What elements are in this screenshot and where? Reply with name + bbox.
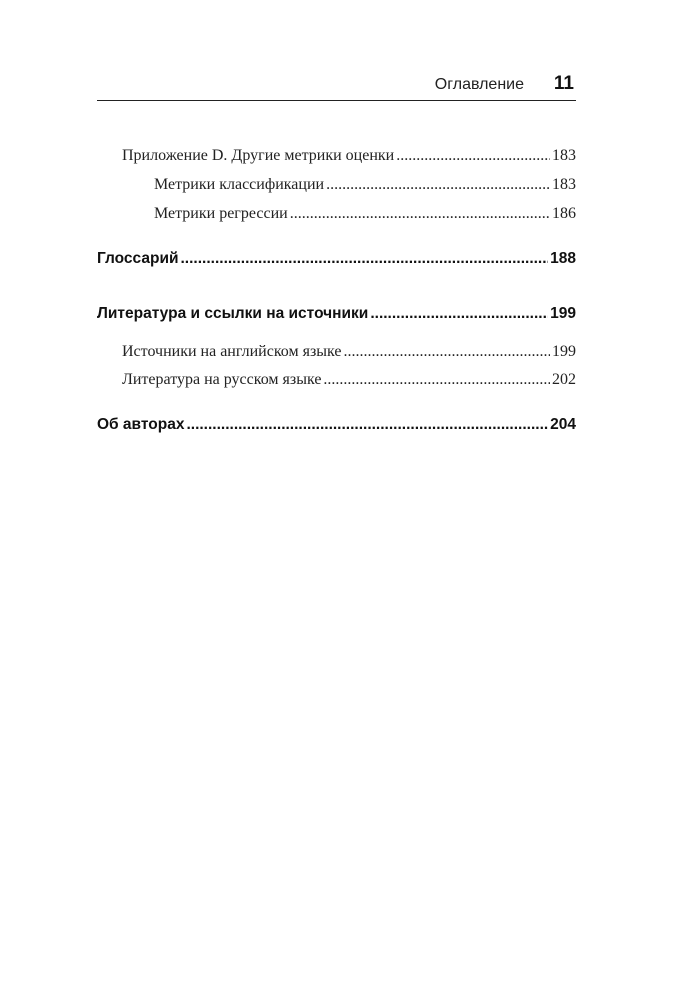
dot-leader bbox=[181, 250, 549, 268]
toc-entry-page: 183 bbox=[552, 176, 576, 193]
toc-entry-appendix-d[interactable] bbox=[122, 147, 576, 165]
toc-entry-page: 186 bbox=[552, 205, 576, 222]
header-page-number: 11 bbox=[553, 73, 574, 94]
header-title: Оглавление bbox=[434, 76, 524, 93]
toc-entry-label: Об авторах bbox=[97, 416, 185, 433]
toc-entry-label: Приложение D. Другие метрики оценки bbox=[122, 147, 395, 164]
dot-leader bbox=[326, 176, 550, 194]
toc-entry-about-authors[interactable] bbox=[97, 416, 576, 434]
dot-leader bbox=[290, 205, 550, 223]
toc-entry-page: 204 bbox=[550, 416, 576, 433]
toc-entry-label: Метрики классификации bbox=[154, 176, 325, 193]
toc-entry-english-sources[interactable] bbox=[122, 343, 576, 361]
toc-entry-label: Глоссарий bbox=[97, 250, 179, 267]
toc-entry-page: 183 bbox=[552, 147, 576, 164]
toc-entry-russian-literature[interactable] bbox=[122, 371, 576, 389]
toc-entry-page: 199 bbox=[552, 343, 576, 360]
toc-entry-page: 188 bbox=[550, 250, 576, 267]
toc-entry-page: 199 bbox=[550, 305, 576, 322]
dot-leader bbox=[323, 371, 550, 389]
toc-entry-regression-metrics[interactable] bbox=[154, 205, 576, 223]
dot-leader bbox=[186, 416, 548, 434]
toc-entry-label: Литература на русском языке bbox=[122, 371, 322, 388]
toc-entry-literature[interactable] bbox=[97, 305, 576, 323]
toc-entry-classification-metrics[interactable] bbox=[154, 176, 576, 194]
dot-leader bbox=[370, 305, 548, 323]
toc-entry-glossary[interactable] bbox=[97, 250, 576, 268]
dot-leader bbox=[396, 147, 550, 165]
toc-entry-label: Метрики регрессии bbox=[154, 205, 288, 222]
dot-leader bbox=[344, 343, 550, 361]
toc-entry-label: Источники на английском языке bbox=[122, 343, 342, 360]
toc-entry-page: 202 bbox=[552, 371, 576, 388]
toc-entry-label: Литература и ссылки на источники bbox=[97, 305, 369, 322]
running-header bbox=[97, 72, 576, 101]
